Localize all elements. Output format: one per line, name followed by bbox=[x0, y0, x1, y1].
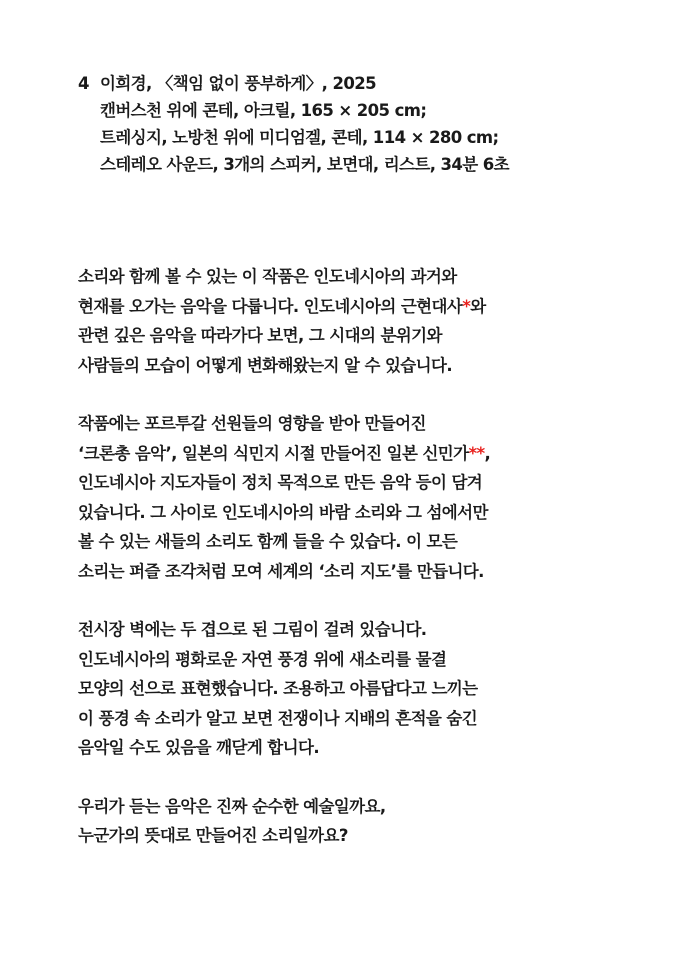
text-segment: 와 bbox=[470, 296, 486, 316]
paragraph-line: 이 풍경 속 소리가 알고 보면 전쟁이나 지배의 흔적을 숨긴 bbox=[78, 708, 478, 728]
caption-medium-line-2: 트레싱지, 노방천 위에 미디엄겔, 콘테, 114 × 280 cm; bbox=[100, 128, 499, 147]
caption-title-line bbox=[78, 70, 509, 97]
paragraph-line bbox=[78, 292, 638, 322]
footnote-marker: * bbox=[462, 296, 471, 316]
artwork-number: 4 bbox=[78, 74, 89, 93]
paragraph-line: 인도네시아 지도자들이 정치 목적으로 만든 음악 등이 담겨 bbox=[78, 473, 483, 492]
paragraph-line: 음악일 수도 있음을 깨닫게 합니다. bbox=[78, 738, 319, 757]
paragraph-line bbox=[78, 439, 638, 469]
paragraph-line: 관련 깊은 음악을 따라가다 보면, 그 시대의 분위기와 bbox=[78, 326, 442, 345]
paragraph-2 bbox=[78, 409, 638, 586]
text-segment: , bbox=[484, 443, 491, 463]
paragraph-line: 누군가의 뜻대로 만들어진 소리일까요? bbox=[78, 826, 348, 845]
paragraph-line: 소리와 함께 볼 수 있는 이 작품은 인도네시아의 과거와 bbox=[78, 267, 457, 286]
paragraph-line: 우리가 듣는 음악은 진짜 순수한 예술일까요, bbox=[78, 796, 386, 816]
paragraph-line: 모양의 선으로 표현했습니다. 조용하고 아름답다고 느끼는 bbox=[78, 679, 478, 698]
paragraph-line: 전시장 벽에는 두 겹으로 된 그림이 걸려 있습니다. bbox=[78, 620, 427, 639]
artwork-caption bbox=[78, 70, 509, 178]
paragraph-1 bbox=[78, 262, 638, 380]
text-segment: ‘크론총 음악’, 일본의 식민지 시절 만들어진 일본 신민가 bbox=[78, 443, 469, 463]
paragraph-line: 볼 수 있는 새들의 소리도 함께 들을 수 있습다. 이 모든 bbox=[78, 532, 458, 551]
caption-medium-line-3: 스테레오 사운드, 3개의 스피커, 보면대, 리스트, 34분 6초 bbox=[100, 155, 509, 174]
description-body bbox=[78, 262, 638, 880]
caption-medium-line-1: 캔버스천 위에 콘테, 아크릴, 165 × 205 cm; bbox=[100, 101, 427, 120]
paragraph-line: 있습니다. 그 사이로 인도네시아의 바람 소리와 그 섬에서만 bbox=[78, 502, 488, 522]
paragraph-3 bbox=[78, 615, 638, 763]
paragraph-line: 소리는 퍼즐 조각처럼 모여 세계의 ‘소리 지도’를 만듭니다. bbox=[78, 561, 484, 581]
text-segment: 현재를 오가는 음악을 다룹니다. 인도네시아의 근현대사 bbox=[78, 296, 463, 316]
paragraph-line: 사람들의 모습이 어떻게 변화해왔는지 알 수 있습니다. bbox=[78, 355, 452, 375]
paragraph-line: 작품에는 포르투갈 선원들의 영향을 받아 만들어진 bbox=[78, 414, 426, 433]
artwork-title: 이희경, 〈책임 없이 풍부하게〉, 2025 bbox=[100, 74, 376, 93]
footnote-marker: ** bbox=[468, 443, 485, 463]
paragraph-line: 인도네시아의 평화로운 자연 풍경 위에 새소리를 물결 bbox=[78, 649, 447, 669]
paragraph-4 bbox=[78, 792, 638, 851]
